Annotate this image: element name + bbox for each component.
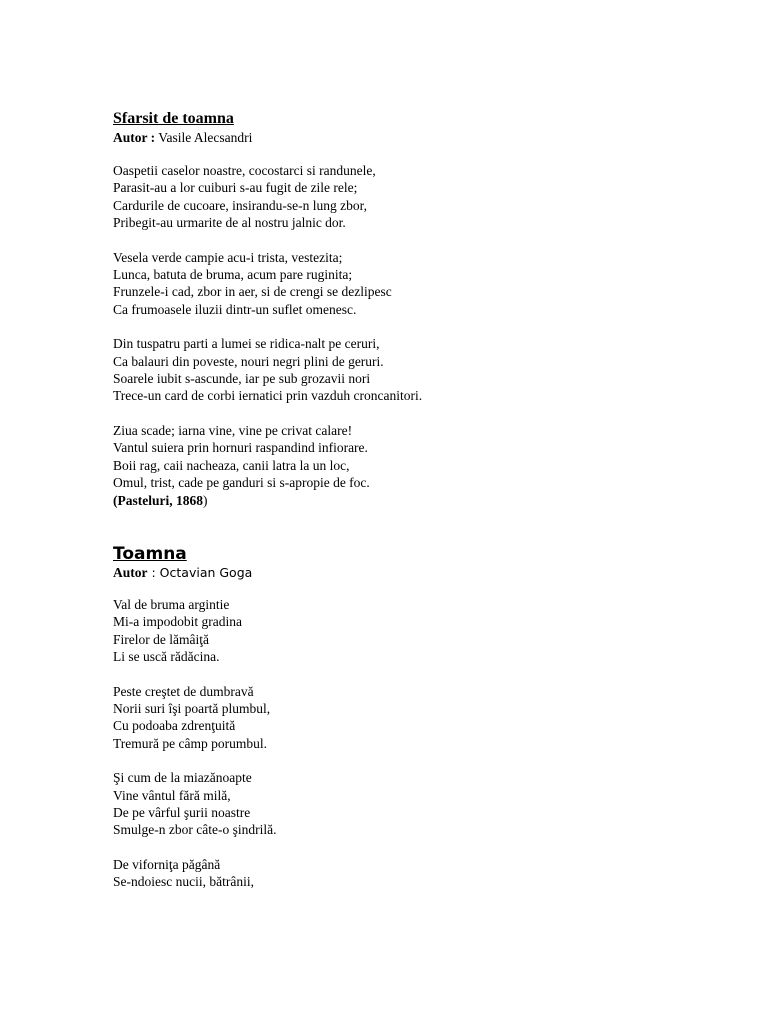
verse-line: Mi-a impodobit gradina bbox=[113, 614, 242, 630]
author-line bbox=[113, 564, 673, 582]
verse-line: Tremură pe câmp porumbul. bbox=[113, 735, 267, 751]
poem-toamna bbox=[113, 544, 673, 891]
source-open: ( bbox=[113, 492, 118, 508]
verse-line: Trece-un card de corbi iernatici prin vazduh croncanitori. bbox=[113, 388, 423, 404]
verse-line: Norii suri îşi poartă plumbul, bbox=[113, 701, 271, 717]
verse-line: Peste creştet de dumbravă bbox=[113, 683, 254, 699]
verse-line: Omul, trist, cade pe ganduri si s-apropie de foc. bbox=[113, 475, 370, 491]
verse-line: De pe vârful şurii noastre bbox=[113, 805, 251, 821]
verse-line: Se-ndoiesc nucii, bătrânii, bbox=[113, 874, 254, 890]
author-name: Octavian Goga bbox=[159, 565, 253, 580]
verse-line: Şi cum de la miazănoapte bbox=[113, 770, 252, 786]
verse-line: Oaspetii caselor noastre, cocostarci si randunele, bbox=[113, 163, 376, 178]
verse-line: Pribegit-au urmarite de al nostru jalnic dor. bbox=[113, 215, 346, 231]
source-citation bbox=[113, 492, 673, 509]
stanza-1 bbox=[113, 596, 673, 666]
verse-line: Smulge-n zbor câte-o şindrilă. bbox=[113, 822, 277, 838]
verse-line: Val de bruma argintie bbox=[113, 597, 230, 612]
author-line bbox=[113, 129, 673, 147]
stanza-3 bbox=[113, 335, 673, 405]
verse-line: Din tuspatru parti a lumei se ridica-nalt pe ceruri, bbox=[113, 336, 380, 352]
verse-line: Vantul suiera prin hornuri raspandind infiorare. bbox=[113, 440, 368, 456]
verse-line: Soarele iubit s-ascunde, iar pe sub grozavii nori bbox=[113, 371, 371, 387]
verse-line: Ca balauri din poveste, nouri negri plini de geruri. bbox=[113, 353, 384, 369]
verse-line: Cu podoaba zdrenţuită bbox=[113, 718, 236, 734]
verse-line: Li se uscă rădăcina. bbox=[113, 649, 220, 665]
stanza-2 bbox=[113, 249, 673, 319]
verse-line: Parasit-au a lor cuiburi s-au fugit de zile rele; bbox=[113, 180, 358, 196]
source-text: Pasteluri, 1868 bbox=[117, 492, 203, 508]
stanza-2 bbox=[113, 683, 673, 753]
verse-line: Cardurile de cucoare, insirandu-se-n lung zbor, bbox=[113, 197, 367, 213]
verse-line: Firelor de lămâiţă bbox=[113, 631, 209, 647]
author-label: Autor bbox=[113, 565, 148, 580]
stanza-4 bbox=[113, 856, 673, 891]
verse-line: Vesela verde campie acu-i trista, vestezita; bbox=[113, 249, 343, 265]
stanza-4 bbox=[113, 422, 673, 509]
poem-title: Sfarsit de toamna bbox=[113, 110, 234, 127]
poem-sfarsit-de-toamna bbox=[113, 110, 673, 509]
verse-line: Vine vântul fără milă, bbox=[113, 787, 231, 803]
verse-line: De viforniţa păgână bbox=[113, 856, 221, 872]
verse-line: Boii rag, caii nacheaza, canii latra la un loc, bbox=[113, 457, 350, 473]
author-label: Autor : bbox=[113, 130, 156, 145]
stanza-3 bbox=[113, 769, 673, 839]
verse-line: Frunzele-i cad, zbor in aer, si de crengi se dezlipesc bbox=[113, 284, 392, 300]
source-close: ) bbox=[203, 492, 208, 508]
author-separator: : bbox=[147, 565, 160, 580]
poem-title: Toamna bbox=[113, 544, 187, 564]
stanza-1 bbox=[113, 162, 673, 232]
verse-line: Ziua scade; iarna vine, vine pe crivat calare! bbox=[113, 422, 353, 438]
author-name: Vasile Alecsandri bbox=[158, 130, 253, 145]
verse-line: Ca frumoasele iluzii dintr-un suflet omenesc. bbox=[113, 301, 357, 317]
verse-line: Lunca, batuta de bruma, acum pare ruginita; bbox=[113, 267, 353, 283]
